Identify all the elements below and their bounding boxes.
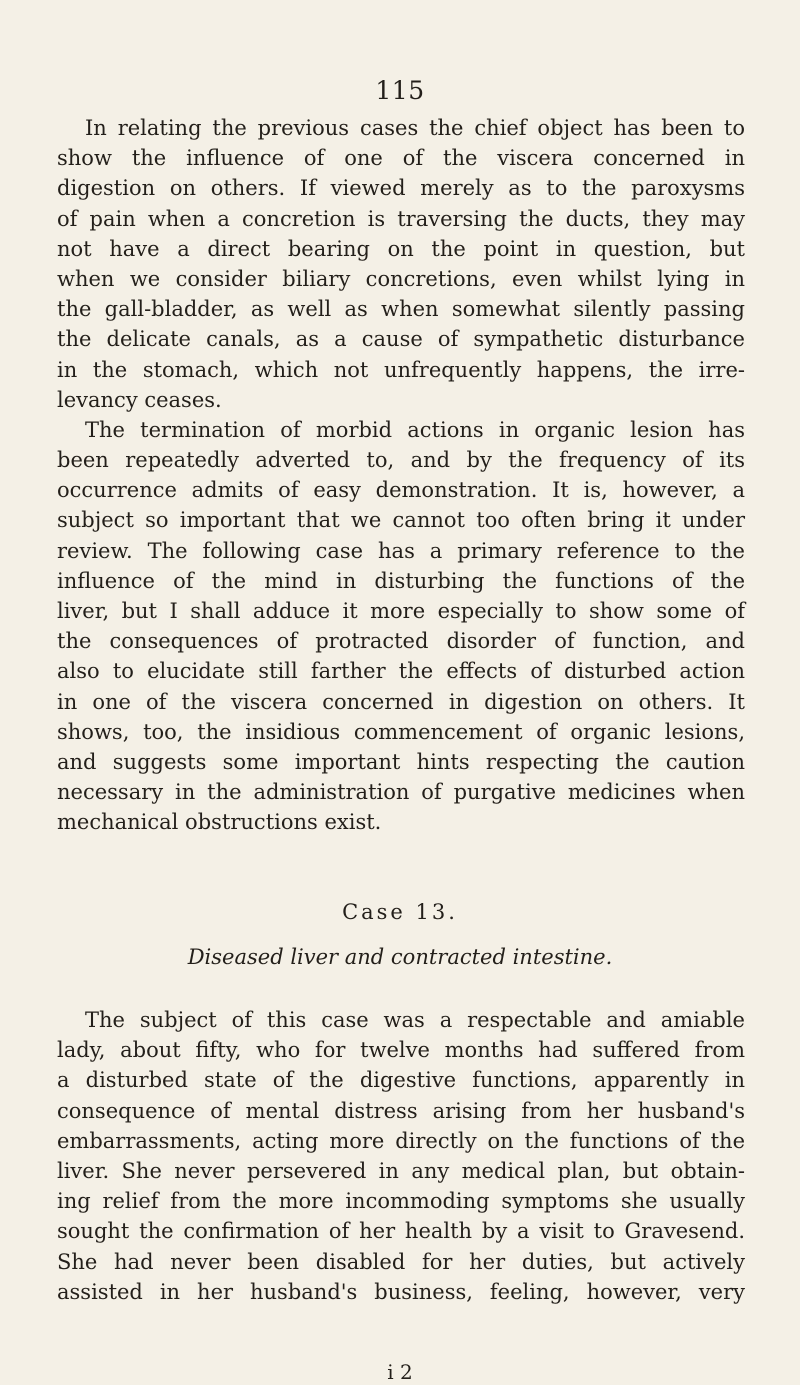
- text-line: She had never been disabled for her duties, but actively: [57, 1249, 745, 1274]
- text-line: not have a direct bearing on the point in question, but: [57, 236, 745, 261]
- text-line: also to elucidate still farther the effects of disturbed action: [57, 659, 745, 684]
- text-line: the gall-bladder, as well as when somewhat silently passing: [57, 297, 745, 322]
- case-text: [57, 1005, 745, 1307]
- text-line: The termination of morbid actions in organic lesion has: [85, 417, 745, 442]
- text-line: when we consider biliary concretions, even whilst lying in: [57, 266, 745, 291]
- text-line: the consequences of protracted disorder of function, and: [57, 629, 745, 654]
- text-line: The subject of this case was a respectable and amiable: [85, 1008, 745, 1032]
- text-line: lady, about fifty, who for twelve months had suffered from: [57, 1038, 745, 1063]
- text-line: shows, too, the insidious commencement of organic lesions,: [57, 719, 745, 744]
- text-line: occurrence admits of easy demonstration. It is, however, a: [57, 478, 745, 503]
- text-line: ing relief from the more incommoding symptoms she usually: [57, 1189, 745, 1214]
- text-line: in one of the viscera concerned in digestion on others. It: [57, 689, 745, 714]
- text-line: sought the confirmation of her health by a visit to Gravesend.: [57, 1219, 745, 1244]
- text-line: show the influence of one of the viscera concerned in: [57, 146, 745, 171]
- text-line: in the stomach, which not unfrequently happens, the irre-: [57, 357, 745, 382]
- case-subtitle: Diseased liver and contracted intestine.: [187, 945, 613, 969]
- text-line: liver, but I shall adduce it more especially to show some of: [57, 599, 745, 623]
- text-line: necessary in the administration of purgative medicines when: [57, 780, 745, 805]
- case-heading: Case 13.: [342, 900, 458, 924]
- signature-mark: i 2: [387, 1360, 413, 1384]
- text-line: levancy ceases.: [57, 387, 222, 412]
- text-line: subject so important that we cannot too often bring it under: [57, 508, 745, 533]
- text-line: liver. She never persevered in any medical plan, but obtain-: [57, 1158, 745, 1183]
- page-number: 115: [375, 76, 425, 105]
- text-line: mechanical obstructions exist.: [57, 810, 382, 835]
- text-line: embarrassments, acting more directly on the functions of the: [57, 1128, 745, 1153]
- text-line: In relating the previous cases the chief object has been to: [85, 116, 745, 140]
- text-line: consequence of mental distress arising from her husband's: [57, 1098, 745, 1123]
- intro-text: [57, 113, 745, 838]
- text-line: the delicate canals, as a cause of sympathetic disturbance: [57, 327, 745, 352]
- text-line: review. The following case has a primary reference to the: [57, 538, 745, 563]
- text-line: a disturbed state of the digestive functions, apparently in: [57, 1068, 745, 1093]
- text-line: of pain when a concretion is traversing the ducts, they may: [57, 206, 745, 231]
- text-line: been repeatedly adverted to, and by the frequency of its: [57, 448, 745, 473]
- text-line: and suggests some important hints respecting the caution: [57, 749, 745, 774]
- text-line: influence of the mind in disturbing the functions of the: [57, 568, 745, 593]
- text-line: assisted in her husband's business, feeling, however, very: [57, 1279, 745, 1304]
- text-line: digestion on others. If viewed merely as to the paroxysms: [57, 176, 745, 201]
